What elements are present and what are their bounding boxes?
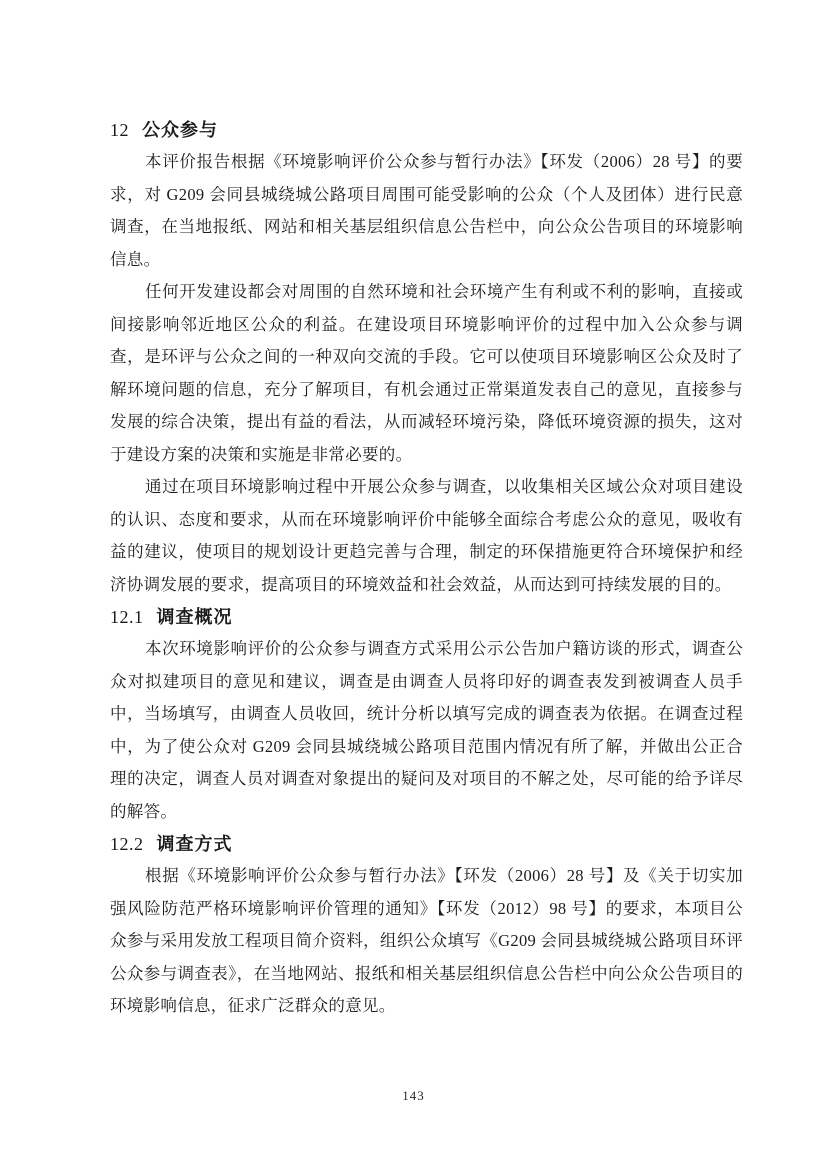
paragraph-intro-2: 任何开发建设都会对周围的自然环境和社会环境产生有利或不利的影响，直接或间接影响邻近地区公众的利益。在建设项目环境影响评价的过程中加入公众参与调查，是环评与公众之间的一种双向交流的手段。它可以使项目环境影响区公众及时了解环境问题的信息，充分了解项目，有机会通过正常渠道发表自己的意见，直接参与发展的综合决策，提出有益的看法，从而减轻环境污染，降低环境资源的损失，这对于建设方案的决策和实施是非常必要的。 <box>110 282 743 464</box>
paragraph-survey-method: 根据《环境影响评价公众参与暂行办法》【环发（2006）28 号】及《关于切实加强风险防范严格环境影响评价管理的通知》【环发（2012）98 号】的要求，本项目公众参与采用发放工程项目简介资料，组织公众填写《G209 会同县城绕城公路项目环评公众参与调查表》，在当地网站、报纸和相关基层组织信息公告栏中向公众公告项目的环境影响信息，征求广泛群众的意见。 <box>110 866 743 1015</box>
section-heading-12-2 <box>110 828 743 860</box>
section-number: 12.1 <box>110 607 144 627</box>
page-content <box>110 114 743 1023</box>
section-heading-12-1 <box>110 601 743 633</box>
section-number: 12.2 <box>110 834 144 854</box>
section-heading-12 <box>110 114 743 146</box>
section-number: 12 <box>110 120 129 140</box>
paragraph-intro-1: 本评价报告根据《环境影响评价公众参与暂行办法》【环发（2006）28 号】的要求，对 G209 会同县城绕城公路项目周围可能受影响的公众（个人及团体）进行民意调查，在当地报纸、网站和相关基层组织信息公告栏中，向公众公告项目的环境影响信息。 <box>110 152 743 269</box>
section-title: 调查方式 <box>156 834 233 854</box>
paragraph-survey-overview: 本次环境影响评价的公众参与调查方式采用公示公告加户籍访谈的形式，调查公众对拟建项目的意见和建议，调查是由调查人员将印好的调查表发到被调查人员手中，当场填写，由调查人员收回，统计分析以填写完成的调查表为依据。在调查过程中，为了使公众对 G209 会同县城绕城公路项目范围内情况有所了解，并做出公正合理的决定，调查人员对调查对象提出的疑问及对项目的不解之处，尽可能的给予详尽的解答。 <box>110 639 743 821</box>
section-title: 调查概况 <box>156 607 233 627</box>
section-title: 公众参与 <box>142 120 218 140</box>
paragraph-intro-3: 通过在项目环境影响过程中开展公众参与调查，以收集相关区域公众对项目建设的认识、态度和要求，从而在环境影响评价中能够全面综合考虑公众的意见，吸收有益的建议，使项目的规划设计更趋完善与合理，制定的环保措施更符合环境保护和经济协调发展的要求，提高项目的环境效益和社会效益，从而达到可持续发展的目的。 <box>110 477 743 594</box>
page-number: 143 <box>402 1088 425 1103</box>
